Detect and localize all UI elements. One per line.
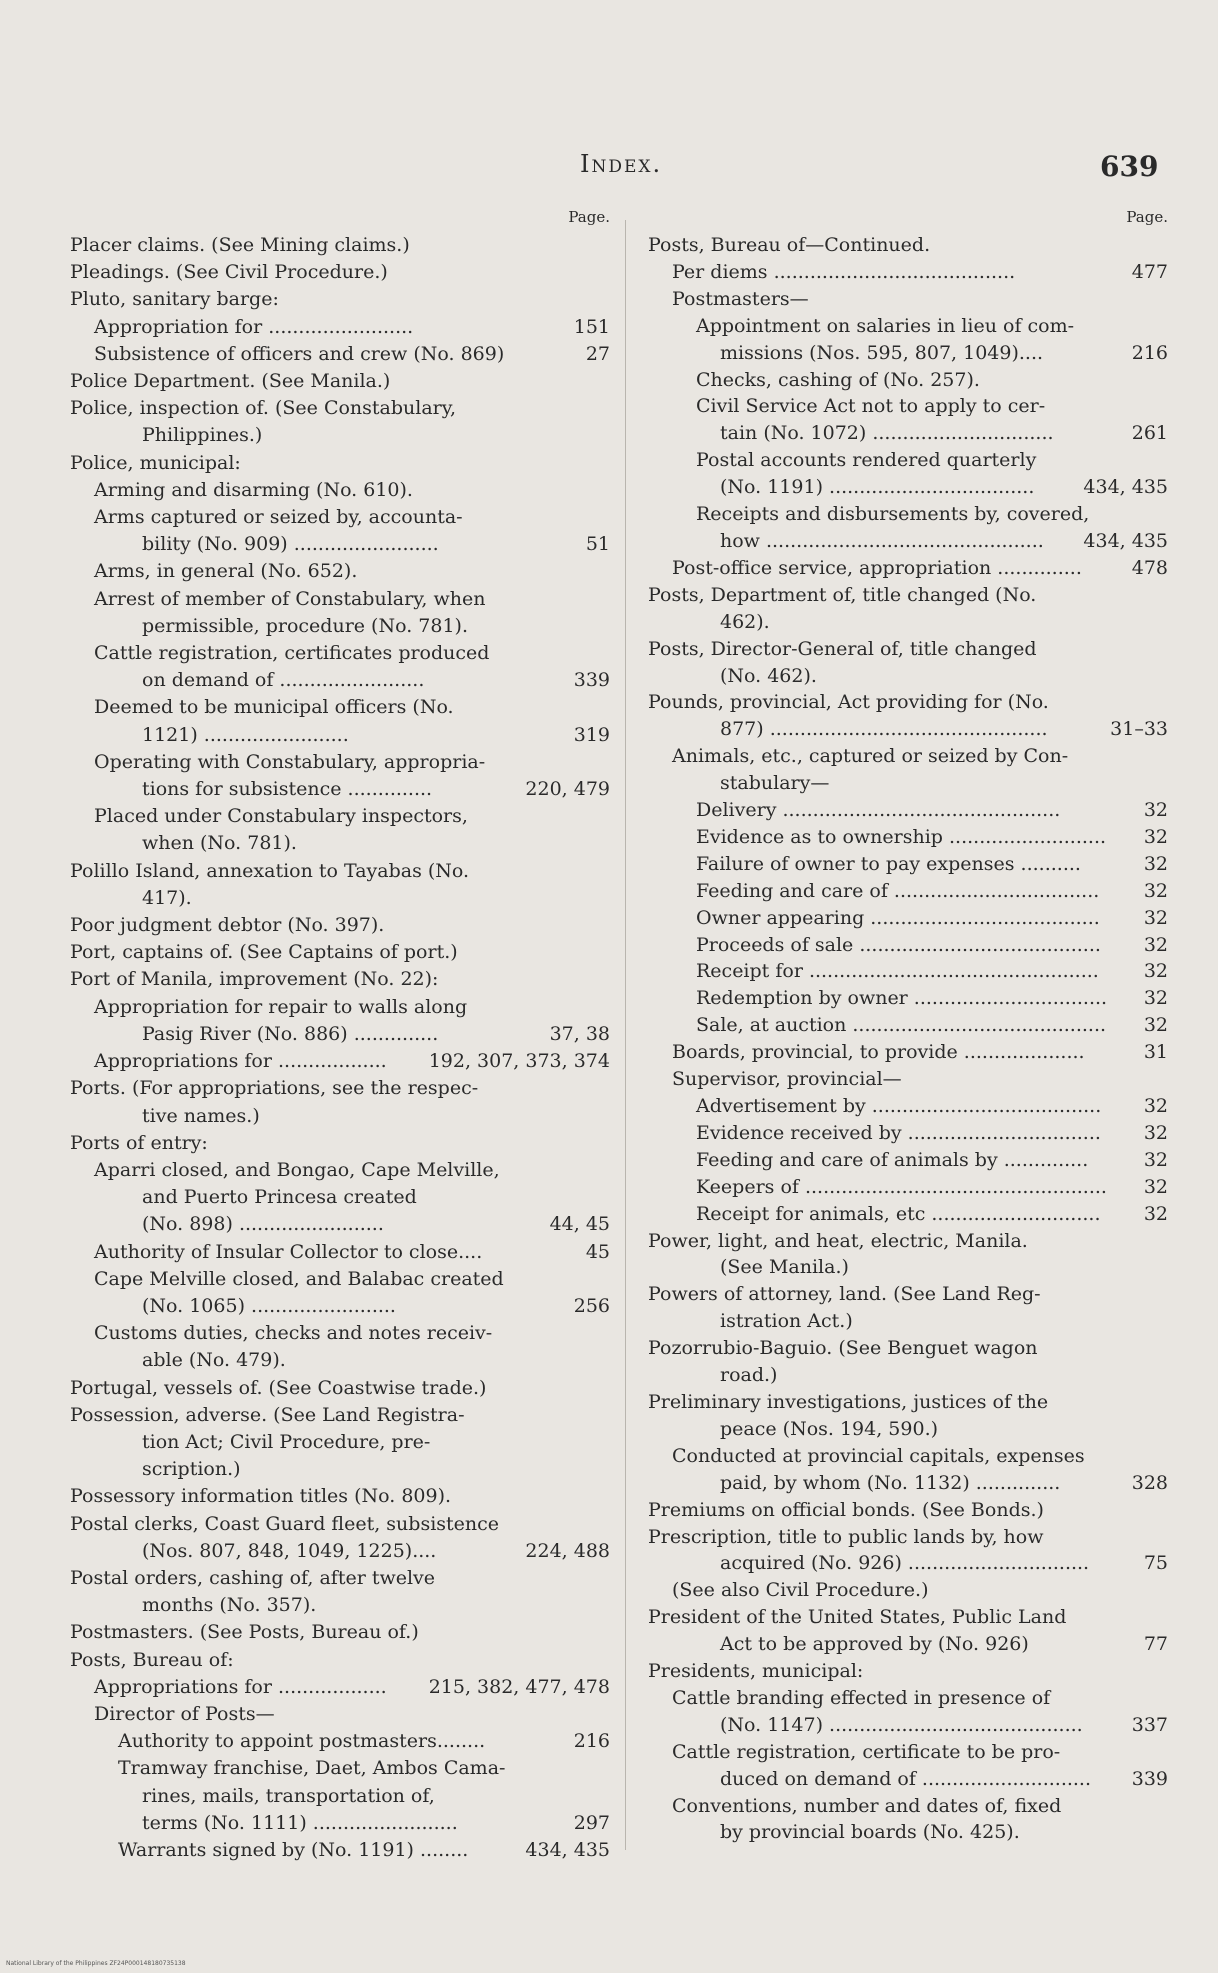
- index-entry: [648, 1685, 1168, 1712]
- index-entry: [70, 1837, 610, 1864]
- index-entry-text: Animals, etc., captured or seized by Con-: [672, 745, 1069, 768]
- index-entry: [648, 286, 1168, 313]
- index-entry-text: Pozorrubio-Baguio. (See Benguet wagon: [648, 1337, 1038, 1360]
- index-entry-text: Appointment on salaries in lieu of com-: [696, 314, 1075, 337]
- index-entry: [70, 1320, 610, 1347]
- index-entry: [648, 1201, 1168, 1228]
- index-entry-text: Post-office service, appropriation ..............: [672, 556, 1082, 579]
- index-entry-text: Appropriation for ........................: [94, 315, 414, 338]
- index-entry-text: Authority to appoint postmasters........: [118, 1730, 486, 1753]
- index-entry: [70, 1402, 610, 1429]
- index-entry-text: Civil Service Act not to apply to cer-: [696, 395, 1046, 418]
- index-entry: [70, 1511, 610, 1538]
- index-entry: [70, 259, 610, 286]
- page-column-label: Page.: [1126, 208, 1168, 226]
- index-entry-text: Powers of attorney, land. (See Land Reg-: [648, 1283, 1041, 1306]
- index-entry-page: 32: [1143, 987, 1168, 1010]
- index-entry: [70, 1103, 610, 1130]
- column-divider: [625, 220, 626, 1850]
- index-entry-text: peace (Nos. 194, 590.): [720, 1417, 939, 1440]
- index-entry: [70, 531, 610, 558]
- index-entry-text: Director of Posts—: [94, 1702, 275, 1725]
- index-entry: [648, 851, 1168, 878]
- index-entry: [70, 1021, 610, 1048]
- index-entry-text: Operating with Constabulary, appropria-: [94, 750, 486, 773]
- index-entry-text: Postal orders, cashing of, after twelve: [70, 1566, 436, 1589]
- index-entry: [648, 663, 1168, 690]
- index-entry-text: scription.): [142, 1458, 241, 1481]
- index-entry-text: Arming and disarming (No. 610).: [94, 478, 413, 501]
- index-entry: [648, 232, 1168, 259]
- index-entry-text: Failure of owner to pay expenses ..........: [696, 852, 1081, 875]
- index-entry: [70, 939, 610, 966]
- index-entry-text: 462).: [720, 610, 770, 633]
- index-entry-text: Appropriations for ..................: [94, 1675, 387, 1698]
- index-entry: [70, 722, 610, 749]
- index-entry-text: Evidence received by ................................: [696, 1121, 1101, 1144]
- index-entry: [70, 1130, 610, 1157]
- index-entry: [70, 667, 610, 694]
- index-entry-text: duced on demand of ............................: [720, 1767, 1092, 1790]
- index-entry: [648, 1577, 1168, 1604]
- index-entry: [648, 770, 1168, 797]
- index-entry: [648, 1524, 1168, 1551]
- index-entry-text: tain (No. 1072) ..............................: [720, 422, 1054, 445]
- index-entry: [70, 1755, 610, 1782]
- index-entry-text: Placer claims. (See Mining claims.): [70, 234, 410, 256]
- index-entry-page: 51: [585, 533, 610, 556]
- index-entry: [648, 528, 1168, 555]
- index-entry-text: (No. 1147) ..........................................: [720, 1713, 1083, 1736]
- index-entry: [648, 1228, 1168, 1255]
- index-entry-text: Postmasters—: [672, 287, 809, 310]
- index-entry: [648, 1012, 1168, 1039]
- index-entry: [648, 1739, 1168, 1766]
- index-entry-page: 75: [1143, 1552, 1168, 1575]
- index-entry: [70, 966, 610, 993]
- index-entry-text: Port, captains of. (See Captains of port.): [70, 941, 458, 964]
- index-entry-page: 32: [1143, 960, 1168, 983]
- index-entry-text: Feeding and care of ..................................: [696, 879, 1100, 902]
- footer-note: National Library of the Philippines ZF24P000148180735138: [6, 1960, 186, 1967]
- index-entry-text: on demand of ........................: [142, 669, 425, 692]
- index-entry-text: Pasig River (No. 886) ..............: [142, 1022, 439, 1045]
- index-entry-text: tive names.): [142, 1104, 260, 1127]
- index-entry-text: Possession, adverse. (See Land Registra-: [70, 1403, 465, 1426]
- index-entry-text: President of the United States, Public Land: [648, 1606, 1067, 1629]
- index-entry: [70, 1592, 610, 1619]
- index-entry-text: Portugal, vessels of. (See Coastwise trade.): [70, 1376, 487, 1399]
- index-entry: [648, 1443, 1168, 1470]
- index-entry: [648, 1793, 1168, 1820]
- index-entry-text: and Puerto Princesa created: [142, 1186, 417, 1209]
- index-entry-text: Cape Melville closed, and Balabac created: [94, 1267, 504, 1290]
- index-entry-text: Ports. (For appropriations, see the respec-: [70, 1077, 479, 1100]
- index-entry: [70, 1619, 610, 1646]
- index-entry-text: 417).: [142, 886, 192, 909]
- index-entry: [648, 878, 1168, 905]
- index-entry-page: 32: [1143, 879, 1168, 902]
- index-entry-text: 877) ..............................................: [720, 718, 1048, 741]
- index-entry-page: 27: [585, 342, 610, 365]
- index-entry: [70, 1701, 610, 1728]
- index-entry-text: bility (No. 909) ........................: [142, 533, 439, 556]
- index-entry: [70, 994, 610, 1021]
- index-entry: [70, 1239, 610, 1266]
- index-entry-page: 32: [1143, 1095, 1168, 1117]
- index-entry: [70, 558, 610, 585]
- index-entry: [70, 1810, 610, 1837]
- index-list-left: [70, 232, 610, 1864]
- index-entry-text: (No. 1065) ........................: [142, 1294, 396, 1317]
- index-entry: [70, 830, 610, 857]
- index-entry-page: 216: [573, 1730, 610, 1753]
- index-entry: [70, 504, 610, 531]
- index-entry-text: Customs duties, checks and notes receiv-: [94, 1322, 493, 1345]
- index-entry: [70, 1075, 610, 1102]
- index-entry-text: Posts, Bureau of—Continued.: [648, 234, 931, 256]
- page-column-label: Page.: [568, 208, 610, 226]
- index-entry-page: 215, 382, 477, 478: [428, 1675, 610, 1698]
- index-entry-text: Police, municipal:: [70, 451, 241, 474]
- index-entry-text: terms (No. 1111) ........................: [142, 1811, 458, 1834]
- index-entry-page: 32: [1143, 906, 1168, 929]
- index-entry-page: 44, 45: [549, 1213, 610, 1236]
- index-entry-page: 339: [573, 669, 610, 692]
- index-entry: [70, 232, 610, 259]
- index-entry: [648, 1308, 1168, 1335]
- index-entry-text: Placed under Constabulary inspectors,: [94, 805, 468, 828]
- index-entry: [648, 1497, 1168, 1524]
- index-entry-text: Owner appearing ......................................: [696, 906, 1100, 929]
- index-entry: [70, 1375, 610, 1402]
- index-entry-page: 32: [1143, 1121, 1168, 1144]
- index-entry-page: 297: [573, 1811, 610, 1834]
- index-entry-text: Police Department. (See Manila.): [70, 370, 391, 393]
- index-entry-text: Arms captured or seized by, accounta-: [94, 506, 463, 529]
- index-entry: [70, 1429, 610, 1456]
- left-column: [70, 210, 610, 1864]
- index-entry-text: permissible, procedure (No. 781).: [142, 614, 468, 637]
- index-entry-text: Presidents, municipal:: [648, 1660, 864, 1683]
- index-entry: [70, 1347, 610, 1374]
- index-entry-text: Ports of entry:: [70, 1131, 208, 1154]
- index-entry: [648, 1631, 1168, 1658]
- index-entry-page: 256: [573, 1294, 610, 1317]
- index-entry: [648, 1281, 1168, 1308]
- index-entry: [648, 393, 1168, 420]
- index-entry-text: Cattle branding effected in presence of: [672, 1686, 1051, 1709]
- index-entry-text: Postal accounts rendered quarterly: [696, 449, 1037, 472]
- index-entry-text: missions (Nos. 595, 807, 1049)....: [720, 341, 1044, 364]
- index-entry-text: Subsistence of officers and crew (No. 869): [94, 342, 505, 365]
- index-entry-text: Appropriations for ..................: [94, 1050, 387, 1073]
- index-entry-text: Redemption by owner ................................: [696, 987, 1108, 1010]
- index-entry: [648, 932, 1168, 959]
- index-entry-text: Evidence as to ownership ..........................: [696, 825, 1107, 848]
- index-entry: [70, 286, 610, 313]
- index-entry-page: 337: [1131, 1713, 1168, 1736]
- index-entry: [648, 474, 1168, 501]
- index-entry-text: Posts, Director-General of, title changed: [648, 637, 1037, 660]
- index-entry: [70, 1565, 610, 1592]
- index-entry-page: 434, 435: [525, 1838, 610, 1861]
- index-entry: [70, 885, 610, 912]
- page-header: [0, 150, 1218, 190]
- index-entry-text: road.): [720, 1364, 778, 1387]
- index-entry: [648, 367, 1168, 394]
- index-entry-text: tions for subsistence ..............: [142, 778, 433, 801]
- index-entry-text: Possessory information titles (No. 809).: [70, 1485, 452, 1508]
- index-entry-text: Per diems ........................................: [672, 260, 1016, 283]
- index-entry: [648, 1550, 1168, 1577]
- index-entry: [648, 1093, 1168, 1120]
- index-entry-text: Arrest of member of Constabulary, when: [94, 587, 486, 610]
- index-entry: [70, 694, 610, 721]
- index-entry-page: 32: [1143, 933, 1168, 956]
- index-entry-page: 319: [573, 723, 610, 746]
- index-entry: [648, 985, 1168, 1012]
- index-entry: [70, 1483, 610, 1510]
- index-entry-text: Preliminary investigations, justices of the: [648, 1390, 1049, 1413]
- index-entry: [648, 689, 1168, 716]
- index-entry-text: Postmasters. (See Posts, Bureau of.): [70, 1621, 419, 1644]
- index-entry: [648, 1254, 1168, 1281]
- index-entry-page: 220, 479: [525, 778, 610, 801]
- index-entry: [70, 1783, 610, 1810]
- index-entry-page: 339: [1131, 1767, 1168, 1790]
- index-entry-text: Arms, in general (No. 652).: [94, 560, 358, 583]
- index-entry-text: Sale, at auction ..........................................: [696, 1014, 1107, 1037]
- index-entry: [70, 1184, 610, 1211]
- index-entry-text: Pleadings. (See Civil Procedure.): [70, 261, 388, 284]
- index-entry-text: Prescription, title to public lands by, how: [648, 1525, 1044, 1548]
- index-entry-text: (No. 1191) ..................................: [720, 476, 1035, 499]
- index-entry-page: 478: [1131, 556, 1168, 579]
- index-entry: [648, 501, 1168, 528]
- index-entry-text: 1121) ........................: [142, 723, 349, 746]
- index-entry-text: months (No. 357).: [142, 1594, 317, 1617]
- index-entry-text: Aparri closed, and Bongao, Cape Melville,: [94, 1158, 500, 1181]
- index-entry: [648, 1819, 1168, 1846]
- index-entry-text: Keepers of ..................................................: [696, 1175, 1107, 1198]
- right-column: [648, 210, 1168, 1846]
- page-title: Index.: [580, 150, 663, 178]
- index-entry-text: tion Act; Civil Procedure, pre-: [142, 1430, 431, 1453]
- index-entry-page: 31–33: [1110, 718, 1168, 741]
- index-entry: [648, 259, 1168, 286]
- index-entry-text: Pluto, sanitary barge:: [70, 288, 279, 311]
- index-entry-page: 32: [1143, 1175, 1168, 1198]
- index-entry: [648, 905, 1168, 932]
- index-entry: [70, 341, 610, 368]
- index-entry-page: 31: [1143, 1041, 1168, 1064]
- index-entry-text: Premiums on official bonds. (See Bonds.): [648, 1498, 1044, 1521]
- index-entry: [70, 858, 610, 885]
- index-entry: [648, 420, 1168, 447]
- index-entry-text: Boards, provincial, to provide ....................: [672, 1041, 1085, 1064]
- index-entry-text: Posts, Bureau of:: [70, 1648, 234, 1671]
- index-entry: [648, 1658, 1168, 1685]
- index-entry: [648, 340, 1168, 367]
- index-entry-page: 45: [585, 1240, 610, 1263]
- index-entry-text: Conducted at provincial capitals, expenses: [672, 1444, 1085, 1467]
- index-entry: [648, 609, 1168, 636]
- index-entry-text: Cattle registration, certificate to be pro-: [672, 1740, 1061, 1763]
- index-entry-text: Poor judgment debtor (No. 397).: [70, 914, 385, 937]
- index-list-right: [648, 232, 1168, 1846]
- index-entry-page: 192, 307, 373, 374: [428, 1050, 610, 1073]
- index-entry-text: (Nos. 807, 848, 1049, 1225)....: [142, 1539, 437, 1562]
- index-entry: [648, 1147, 1168, 1174]
- index-entry: [70, 1674, 610, 1701]
- index-entry: [648, 555, 1168, 582]
- index-entry: [70, 368, 610, 395]
- index-entry: [648, 1712, 1168, 1739]
- index-entry-page: 32: [1143, 825, 1168, 848]
- index-entry-text: Conventions, number and dates of, fixed: [672, 1794, 1062, 1817]
- index-entry: [648, 313, 1168, 340]
- index-entry-text: Philippines.): [142, 424, 263, 447]
- index-entry-text: how ..............................................: [720, 529, 1044, 552]
- index-entry: [70, 1157, 610, 1184]
- index-entry: [70, 749, 610, 776]
- index-entry: [70, 1728, 610, 1755]
- index-entry-text: stabulary—: [720, 772, 830, 795]
- index-entry-text: Deemed to be municipal officers (No.: [94, 696, 454, 719]
- index-entry: [648, 1766, 1168, 1793]
- index-entry-text: acquired (No. 926) ..............................: [720, 1552, 1090, 1575]
- index-entry: [648, 958, 1168, 985]
- index-entry: [70, 803, 610, 830]
- index-entry: [70, 586, 610, 613]
- index-entry: [648, 1174, 1168, 1201]
- index-entry-page: 151: [573, 315, 610, 338]
- index-entry-text: by provincial boards (No. 425).: [720, 1821, 1020, 1844]
- index-entry-text: Polillo Island, annexation to Tayabas (No.: [70, 859, 470, 882]
- index-entry-text: paid, by whom (No. 1132) ..............: [720, 1471, 1061, 1494]
- index-entry-text: Cattle registration, certificates produced: [94, 642, 490, 665]
- index-entry: [648, 797, 1168, 824]
- index-entry-text: Warrants signed by (No. 1191) ........: [118, 1838, 469, 1861]
- index-entry-text: when (No. 781).: [142, 832, 297, 855]
- index-entry-text: istration Act.): [720, 1310, 853, 1333]
- index-entry: [70, 395, 610, 422]
- index-entry-text: (No. 462).: [720, 664, 817, 687]
- index-entry: [70, 314, 610, 341]
- index-entry: [648, 716, 1168, 743]
- index-entry: [648, 1470, 1168, 1497]
- index-entry-text: Feeding and care of animals by ..............: [696, 1148, 1089, 1171]
- index-entry: [70, 640, 610, 667]
- index-entry-text: able (No. 479).: [142, 1349, 286, 1372]
- index-entry: [70, 1211, 610, 1238]
- index-entry-text: (No. 898) ........................: [142, 1213, 384, 1236]
- index-entry-text: Power, light, and heat, electric, Manila.: [648, 1229, 1028, 1252]
- index-entry: [70, 1048, 610, 1075]
- index-entry: [70, 477, 610, 504]
- index-entry: [70, 1266, 610, 1293]
- index-entry: [70, 422, 610, 449]
- index-entry: [70, 776, 610, 803]
- index-entry-text: Receipts and disbursements by, covered,: [696, 503, 1090, 526]
- page-number: 639: [1100, 150, 1159, 183]
- index-entry: [648, 582, 1168, 609]
- index-entry: [648, 824, 1168, 851]
- index-entry-page: 32: [1143, 799, 1168, 822]
- index-entry-text: (See also Civil Procedure.): [672, 1579, 929, 1602]
- index-entry: [648, 1362, 1168, 1389]
- index-entry-page: 77: [1143, 1633, 1168, 1656]
- index-entry-page: 224, 488: [525, 1539, 610, 1562]
- index-entry-text: Police, inspection of. (See Constabulary,: [70, 397, 457, 420]
- index-entry: [648, 1604, 1168, 1631]
- index-entry: [70, 613, 610, 640]
- index-entry-text: rines, mails, transportation of,: [142, 1784, 435, 1807]
- index-entry-page: 216: [1131, 341, 1168, 364]
- index-entry-text: Appropriation for repair to walls along: [94, 995, 468, 1018]
- index-entry-text: Postal clerks, Coast Guard fleet, subsistence: [70, 1512, 500, 1535]
- index-entry: [648, 447, 1168, 474]
- index-entry-text: Pounds, provincial, Act providing for (No.: [648, 691, 1049, 714]
- index-entry-text: Supervisor, provincial—: [672, 1068, 902, 1091]
- index-entry-page: 477: [1131, 260, 1168, 283]
- index-entry: [648, 1039, 1168, 1066]
- index-entry-text: Posts, Department of, title changed (No.: [648, 583, 1037, 606]
- index-entry-page: 32: [1143, 1014, 1168, 1037]
- index-entry-page: 32: [1143, 852, 1168, 875]
- index-entry-page: 434, 435: [1083, 529, 1168, 552]
- index-entry-text: Port of Manila, improvement (No. 22):: [70, 968, 439, 991]
- index-entry-page: 328: [1131, 1471, 1168, 1494]
- index-entry: [648, 1389, 1168, 1416]
- index-entry: [70, 912, 610, 939]
- index-entry-text: Proceeds of sale ........................................: [696, 933, 1101, 956]
- index-entry-page: 434, 435: [1083, 476, 1168, 499]
- index-entry: [648, 1335, 1168, 1362]
- index-entry: [70, 1293, 610, 1320]
- index-entry-text: Tramway franchise, Daet, Ambos Cama-: [118, 1757, 506, 1780]
- index-entry-text: Advertisement by ......................................: [696, 1095, 1102, 1117]
- index-entry-page: 261: [1131, 422, 1168, 445]
- index-entry-text: (See Manila.): [720, 1256, 849, 1279]
- index-entry-text: Receipt for ................................................: [696, 960, 1099, 983]
- index-entry-page: 32: [1143, 1202, 1168, 1225]
- index-entry: [648, 636, 1168, 663]
- index-entry: [70, 1456, 610, 1483]
- index-entry-page: 37, 38: [549, 1022, 610, 1045]
- index-entry: [70, 1647, 610, 1674]
- index-entry: [648, 1120, 1168, 1147]
- index-entry-page: 32: [1143, 1148, 1168, 1171]
- index-entry-text: Act to be approved by (No. 926): [720, 1633, 1029, 1656]
- index-entry-text: Authority of Insular Collector to close....: [94, 1240, 483, 1263]
- index-entry: [648, 1416, 1168, 1443]
- index-entry: [70, 1538, 610, 1565]
- index-entry: [648, 1066, 1168, 1093]
- index-entry-text: Checks, cashing of (No. 257).: [696, 368, 980, 391]
- index-entry-text: Delivery ..............................................: [696, 799, 1061, 822]
- index-entry-text: Receipt for animals, etc ............................: [696, 1202, 1101, 1225]
- index-entry: [648, 743, 1168, 770]
- index-entry: [70, 450, 610, 477]
